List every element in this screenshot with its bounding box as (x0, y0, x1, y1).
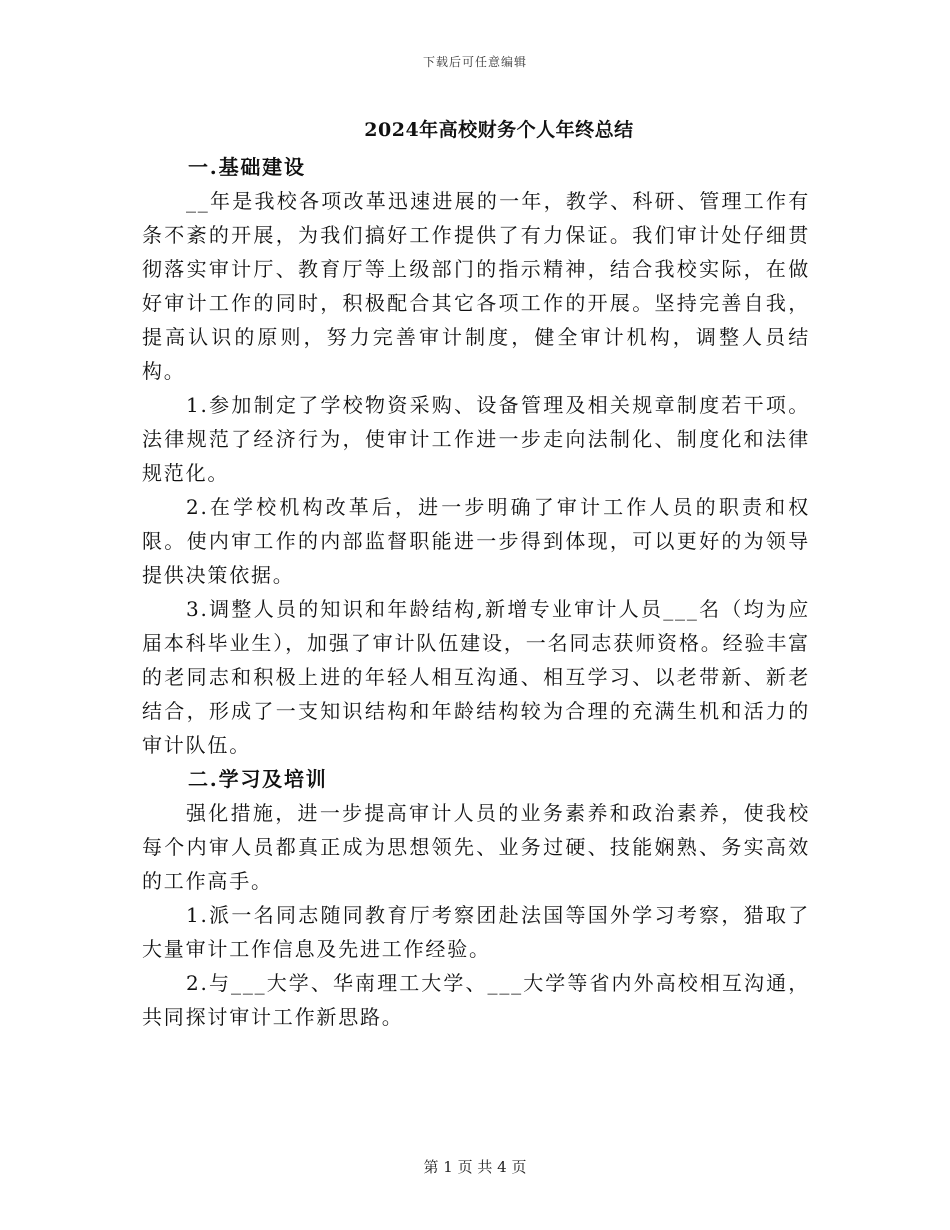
paragraph-infrastructure-item-2: 2.在学校机构改革后，进一步明确了审计工作人员的职责和权限。使内审工作的内部监督职能进一步得到体现，可以更好的为领导提供决策依据。 (142, 495, 810, 587)
page-number-footer: 第 1 页 共 4 页 (423, 1158, 527, 1176)
document-title: 2024年高校财务个人年终总结 (364, 119, 634, 141)
paragraph-training-item-2: 2.与___大学、华南理工大学、___大学等省内外高校相互沟通，共同探讨审计工作新思路。 (142, 971, 810, 1029)
document-body (142, 150, 810, 1034)
paragraph-infrastructure-item-3: 3.调整人员的知识和年龄结构,新增专业审计人员___名（均为应届本科毕业生），加强了审计队伍建设，一名同志获师资格。经验丰富的老同志和积极上进的年轻人相互沟通、相互学习、以老带新、新老结合，形成了一支知识结构和年龄结构较为合理的充满生机和活力的审计队伍。 (142, 597, 810, 757)
paragraph-infrastructure-intro: __年是我校各项改革迅速进展的一年，教学、科研、管理工作有条不紊的开展，为我们搞好工作提供了有力保证。我们审计处仔细贯彻落实审计厅、教育厅等上级部门的指示精神，结合我校实际，在做好审计工作的同时，积极配合其它各项工作的开展。坚持完善自我，提高认识的原则，努力完善审计制度，健全审计机构，调整人员结构。 (142, 189, 810, 383)
section-heading-training: 二.学习及培训 (188, 767, 328, 791)
paragraph-infrastructure-item-1: 1.参加制定了学校物资采购、设备管理及相关规章制度若干项。法律规范了经济行为，使审计工作进一步走向法制化、制度化和法律规范化。 (142, 393, 810, 485)
section-heading-infrastructure: 一.基础建设 (188, 155, 306, 179)
paragraph-training-intro: 强化措施，进一步提高审计人员的业务素养和政治素养，使我校每个内审人员都真正成为思想领先、业务过硬、技能娴熟、务实高效的工作高手。 (142, 801, 810, 893)
page-header-note: 下载后可任意编辑 (422, 55, 527, 69)
paragraph-training-item-1: 1.派一名同志随同教育厅考察团赴法国等国外学习考察，猎取了大量审计工作信息及先进工作经验。 (142, 903, 810, 961)
